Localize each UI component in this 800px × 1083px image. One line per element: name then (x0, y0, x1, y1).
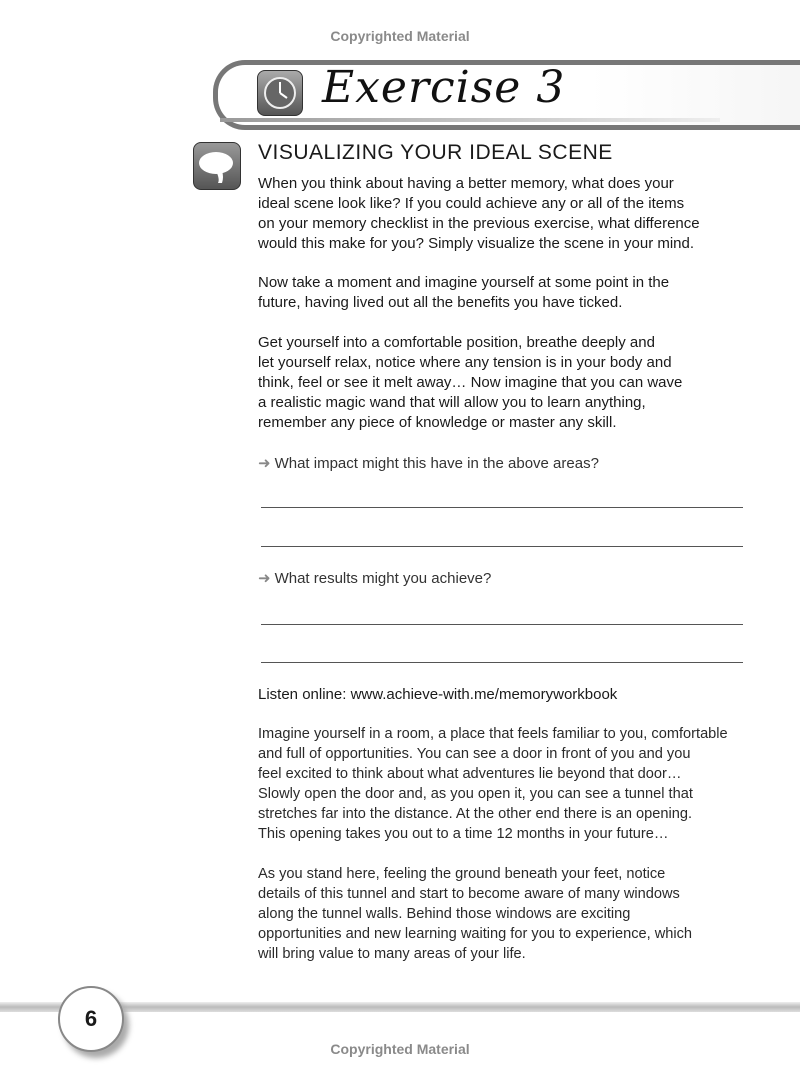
copyright-watermark-top: Copyrighted Material (330, 28, 470, 44)
text-line: think, feel or see it melt away… Now imagine that you can wave (258, 374, 683, 391)
page-number: 6 (58, 986, 124, 1052)
relax-paragraph (258, 333, 682, 433)
text-line: would this make for you? Simply visualize the scene in your mind. (258, 235, 695, 252)
clock-icon (257, 70, 303, 116)
text-line: let yourself relax, notice where any tension is in your body and (258, 354, 672, 371)
text-line: and full of opportunities. You can see a door in front of you and you (258, 746, 691, 762)
room-paragraph (258, 724, 728, 844)
text-line: along the tunnel walls. Behind those windows are exciting (258, 906, 631, 922)
answer-line[interactable] (261, 507, 743, 508)
text-line: feel excited to think about what adventures lie beyond that door… (258, 766, 682, 782)
text-line: remember any piece of knowledge or master any skill. (258, 414, 617, 431)
text-line: Imagine yourself in a room, a place that feels familiar to you, comfortable (258, 726, 728, 742)
text-line: future, having lived out all the benefits you have ticked. (258, 294, 623, 311)
arrow-icon: ➜ (258, 455, 271, 472)
text-line: Slowly open the door and, as you open it, you can see a tunnel that (258, 786, 693, 802)
text-line: will bring value to many areas of your life. (258, 946, 526, 962)
imagine-paragraph (258, 273, 669, 313)
text-line: As you stand here, feeling the ground beneath your feet, notice (258, 866, 666, 882)
copyright-watermark-bottom: Copyrighted Material (330, 1041, 470, 1057)
answer-line[interactable] (261, 624, 743, 625)
question-text: What impact might this have in the above areas? (274, 455, 599, 472)
answer-line[interactable] (261, 546, 743, 547)
exercise-title: Exercise 3 (322, 62, 566, 113)
text-line: a realistic magic wand that will allow you to learn anything, (258, 394, 646, 411)
tunnel-paragraph (258, 864, 692, 964)
text-line: This opening takes you out to a time 12 months in your future… (258, 826, 669, 842)
text-line: Get yourself into a comfortable position, breathe deeply and (258, 334, 655, 351)
question-impact (258, 454, 599, 472)
text-line: on your memory checklist in the previous exercise, what difference (258, 215, 700, 232)
question-results (258, 569, 491, 587)
text-line: details of this tunnel and start to become aware of many windows (258, 886, 680, 902)
question-text: What results might you achieve? (274, 570, 492, 587)
intro-paragraph (258, 174, 700, 254)
brain-icon (193, 142, 241, 190)
text-line: stretches far into the distance. At the other end there is an opening. (258, 806, 693, 822)
section-heading: VISUALIZING YOUR IDEAL SCENE (258, 141, 613, 164)
text-line: Now take a moment and imagine yourself at some point in the (258, 274, 670, 291)
answer-line[interactable] (261, 662, 743, 663)
banner-shadow (220, 118, 720, 122)
text-line: ideal scene look like? If you could achieve any or all of the items (258, 195, 685, 212)
arrow-icon: ➜ (258, 570, 271, 587)
listen-online-link[interactable]: Listen online: www.achieve-with.me/memoryworkbook (258, 686, 618, 703)
text-line: When you think about having a better memory, what does your (258, 175, 674, 192)
text-line: opportunities and new learning waiting for you to experience, which (258, 926, 693, 942)
